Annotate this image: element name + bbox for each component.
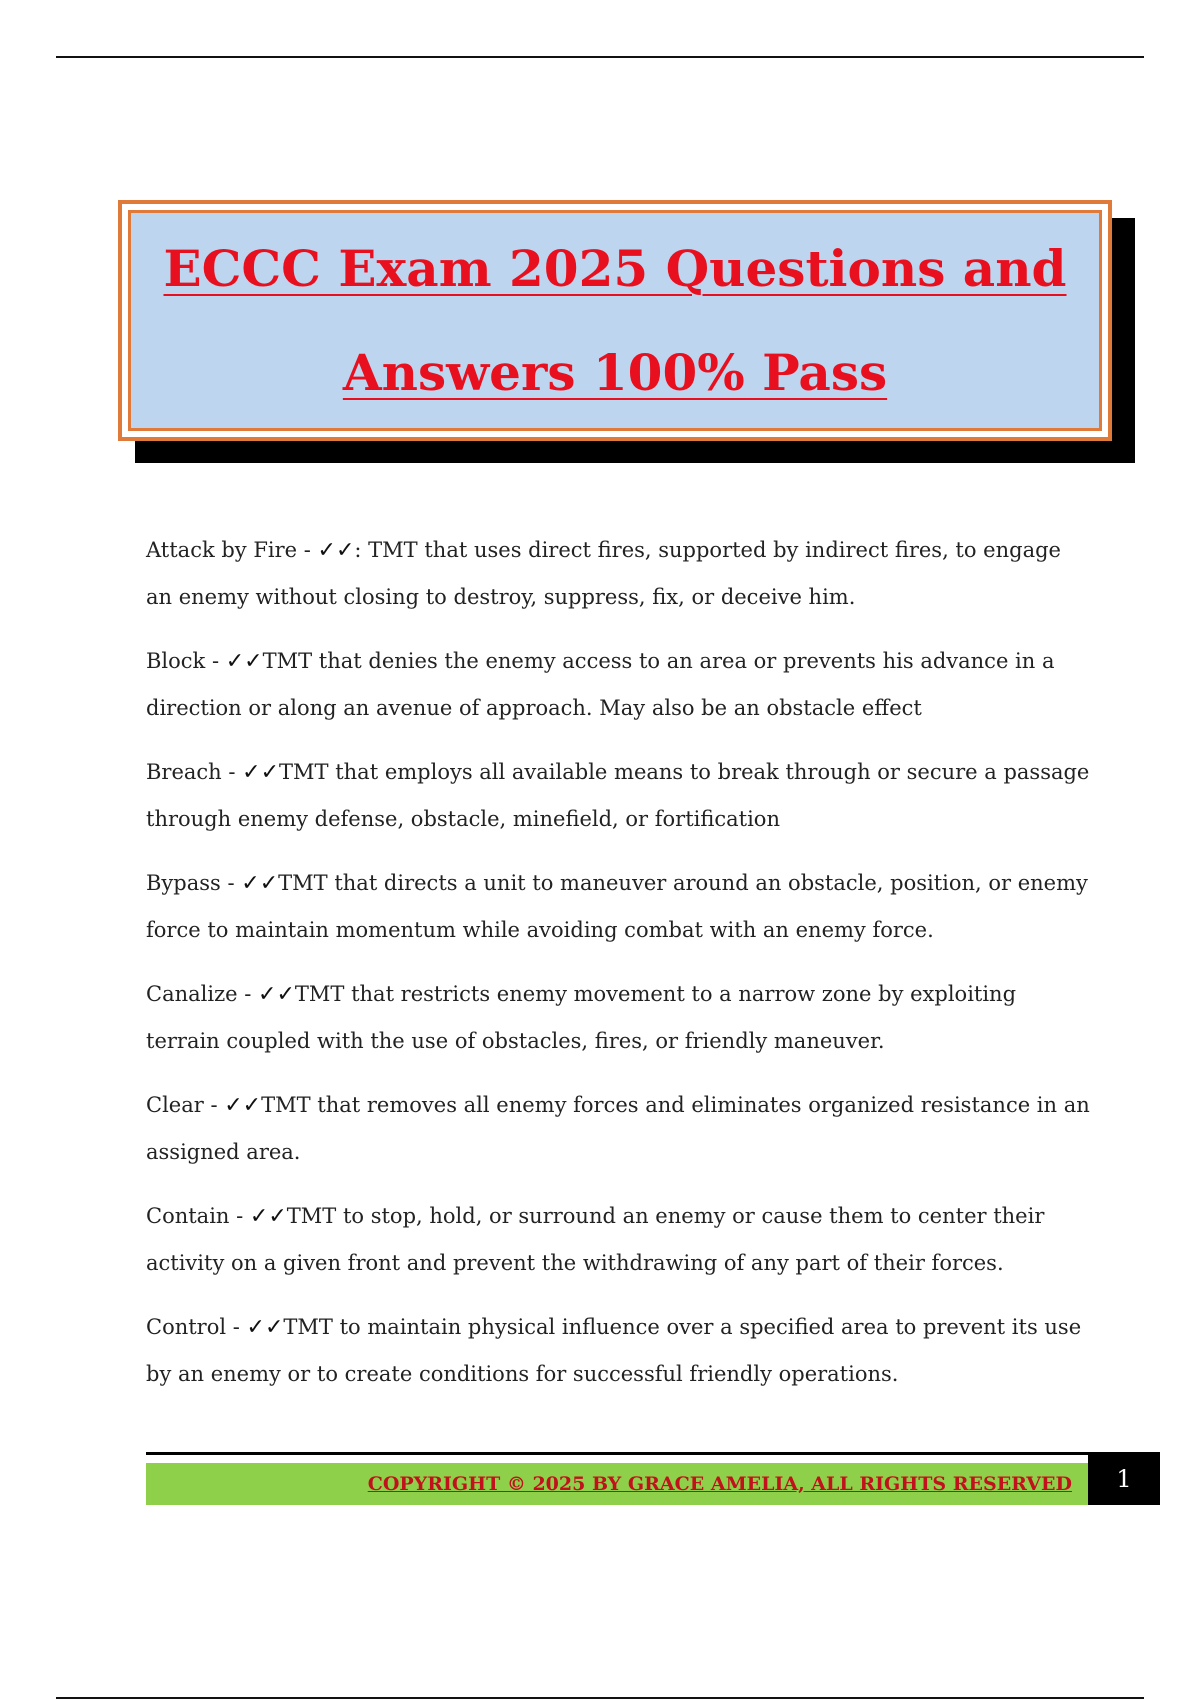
entry-definition: TMT that removes all enemy forces and eliminates organized resistance in an assigned area. [146, 1093, 1090, 1164]
title-box [118, 200, 1112, 441]
document-title-line-2: Answers 100% Pass [342, 342, 888, 402]
qa-entry [146, 527, 1092, 621]
qa-entry [146, 1082, 1092, 1176]
qa-entry [146, 860, 1092, 954]
qa-entry [146, 1304, 1092, 1398]
entry-definition: TMT that directs a unit to maneuver around an obstacle, position, or enemy force to maintain momentum while avoiding combat with an enemy force. [146, 871, 1088, 942]
entry-definition: TMT to stop, hold, or surround an enemy or cause them to center their activity on a given front and prevent the withdrawing of any part of their forces. [146, 1204, 1045, 1275]
check-marks-icon: ✓✓ [258, 982, 295, 1007]
check-marks-icon: ✓✓ [317, 538, 355, 563]
check-marks-icon: ✓✓ [225, 649, 263, 674]
entry-definition: TMT that restricts enemy movement to a narrow zone by exploiting terrain coupled with the use of obstacles, fires, or friendly maneuver. [146, 982, 1017, 1053]
entry-term: Bypass - [146, 871, 242, 895]
page-number: 1 [1088, 1452, 1160, 1505]
document-title-line-1: ECCC Exam 2025 Questions and [163, 238, 1067, 298]
qa-entry [146, 749, 1092, 843]
entry-term: Control - [146, 1315, 247, 1339]
entry-term: Contain - [146, 1204, 250, 1228]
check-marks-icon: ✓✓ [224, 1093, 262, 1118]
entry-definition: : TMT that uses direct fires, supported by indirect fires, to engage an enemy without closing to destroy, suppress, fix, or deceive him. [146, 538, 1061, 609]
footer-bar [146, 1463, 1088, 1505]
bottom-rule [56, 1697, 1144, 1699]
footer-rule [146, 1452, 1088, 1455]
title-box-fill [128, 210, 1102, 431]
entry-definition: TMT that employs all available means to break through or secure a passage through enemy defense, obstacle, minefield, or fortification [146, 760, 1090, 831]
entry-term: Block - [146, 649, 226, 673]
qa-entries [146, 527, 1092, 1415]
check-marks-icon: ✓✓ [241, 871, 279, 896]
entry-term: Breach - [146, 760, 243, 784]
check-marks-icon: ✓✓ [249, 1204, 287, 1229]
entry-term: Clear - [146, 1093, 225, 1117]
entry-definition: TMT to maintain physical influence over a specified area to prevent its use by an enemy or to create conditions for successful friendly operations. [146, 1315, 1082, 1386]
check-marks-icon: ✓✓ [246, 1315, 284, 1340]
qa-entry [146, 638, 1092, 732]
entry-term: Attack by Fire - [146, 538, 318, 562]
entry-term: Canalize - [146, 982, 259, 1006]
check-marks-icon: ✓✓ [242, 760, 280, 785]
qa-entry [146, 971, 1092, 1065]
entry-definition: TMT that denies the enemy access to an area or prevents his advance in a direction or along an avenue of approach. May also be an obstacle effect [146, 649, 1055, 720]
top-rule [56, 56, 1144, 58]
qa-entry [146, 1193, 1092, 1287]
copyright-notice: COPYRIGHT © 2025 BY GRACE AMELIA, ALL RIGHTS RESERVED [367, 1473, 1072, 1495]
